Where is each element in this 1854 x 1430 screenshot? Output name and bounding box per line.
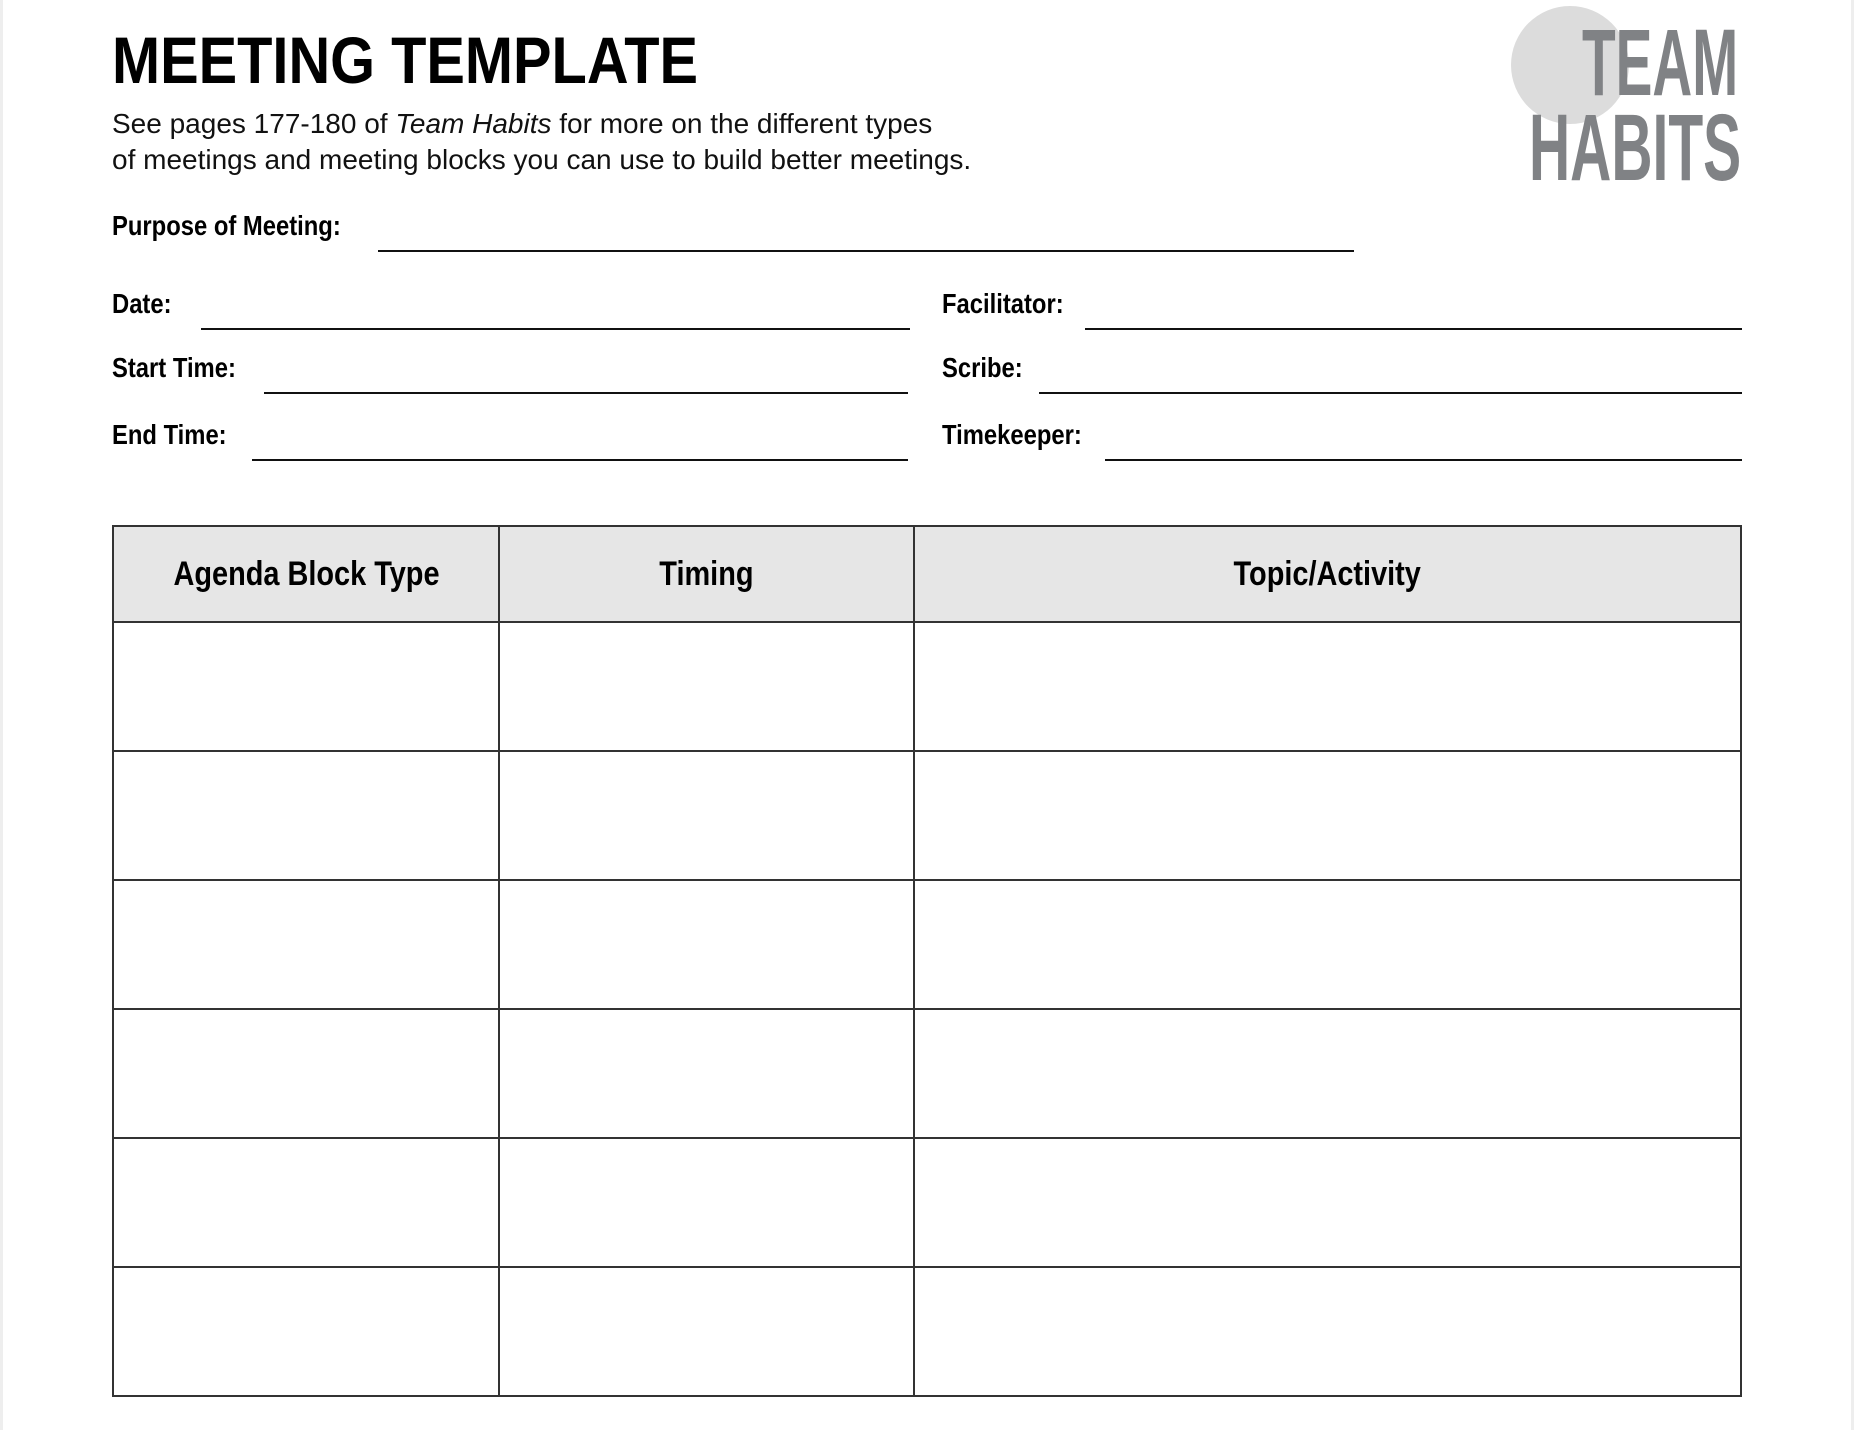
- table-row: [113, 751, 1741, 880]
- purpose-input-line[interactable]: [378, 250, 1354, 252]
- timekeeper-label: Timekeeper:: [942, 419, 1082, 450]
- table-row: [113, 1009, 1741, 1138]
- timing-cell[interactable]: [499, 622, 914, 751]
- topic-activity-cell[interactable]: [914, 1138, 1741, 1267]
- agenda-table: [112, 525, 1742, 1397]
- agenda-block-type-cell[interactable]: [113, 1267, 499, 1396]
- topic-activity-cell[interactable]: [914, 622, 1741, 751]
- agenda-block-type-cell[interactable]: [113, 880, 499, 1009]
- table-row: [113, 1267, 1741, 1396]
- agenda-block-type-cell[interactable]: [113, 751, 499, 880]
- timing-cell[interactable]: [499, 1009, 914, 1138]
- start-time-input-line[interactable]: [264, 392, 908, 394]
- purpose-label: Purpose of Meeting:: [112, 210, 341, 241]
- start-time-label: Start Time:: [112, 352, 236, 383]
- end-time-label: End Time:: [112, 419, 227, 450]
- column-header-topic-activity: Topic/Activity: [914, 526, 1741, 622]
- facilitator-label: Facilitator:: [942, 288, 1064, 319]
- agenda-block-type-cell[interactable]: [113, 1138, 499, 1267]
- timekeeper-input-line[interactable]: [1105, 459, 1742, 461]
- scribe-input-line[interactable]: [1039, 392, 1742, 394]
- agenda-block-type-cell[interactable]: [113, 622, 499, 751]
- date-label: Date:: [112, 288, 172, 319]
- timing-cell[interactable]: [499, 1267, 914, 1396]
- timing-cell[interactable]: [499, 751, 914, 880]
- timing-cell[interactable]: [499, 1138, 914, 1267]
- subtitle-line-2: of meetings and meeting blocks you can use to build better meetings.: [112, 144, 972, 175]
- table-row: [113, 880, 1741, 1009]
- column-header-agenda-block-type: Agenda Block Type: [113, 526, 499, 622]
- page-edge-left: [0, 0, 3, 1430]
- agenda-block-type-cell[interactable]: [113, 1009, 499, 1138]
- logo-habits: HABITS: [1529, 95, 1742, 201]
- subtitle-line-1: See pages 177-180 of Team Habits for more on the different types: [112, 108, 933, 139]
- timing-cell[interactable]: [499, 880, 914, 1009]
- scribe-label: Scribe:: [942, 352, 1023, 383]
- topic-activity-cell[interactable]: [914, 1267, 1741, 1396]
- column-header-timing: Timing: [499, 526, 914, 622]
- table-header-row: [113, 526, 1741, 622]
- date-input-line[interactable]: [201, 328, 910, 330]
- facilitator-input-line[interactable]: [1085, 328, 1742, 330]
- end-time-input-line[interactable]: [252, 459, 908, 461]
- topic-activity-cell[interactable]: [914, 751, 1741, 880]
- topic-activity-cell[interactable]: [914, 880, 1741, 1009]
- page-title: MEETING TEMPLATE: [112, 23, 699, 97]
- table-row: [113, 622, 1741, 751]
- topic-activity-cell[interactable]: [914, 1009, 1741, 1138]
- table-row: [113, 1138, 1741, 1267]
- logo-team: TEAM: [1582, 10, 1739, 116]
